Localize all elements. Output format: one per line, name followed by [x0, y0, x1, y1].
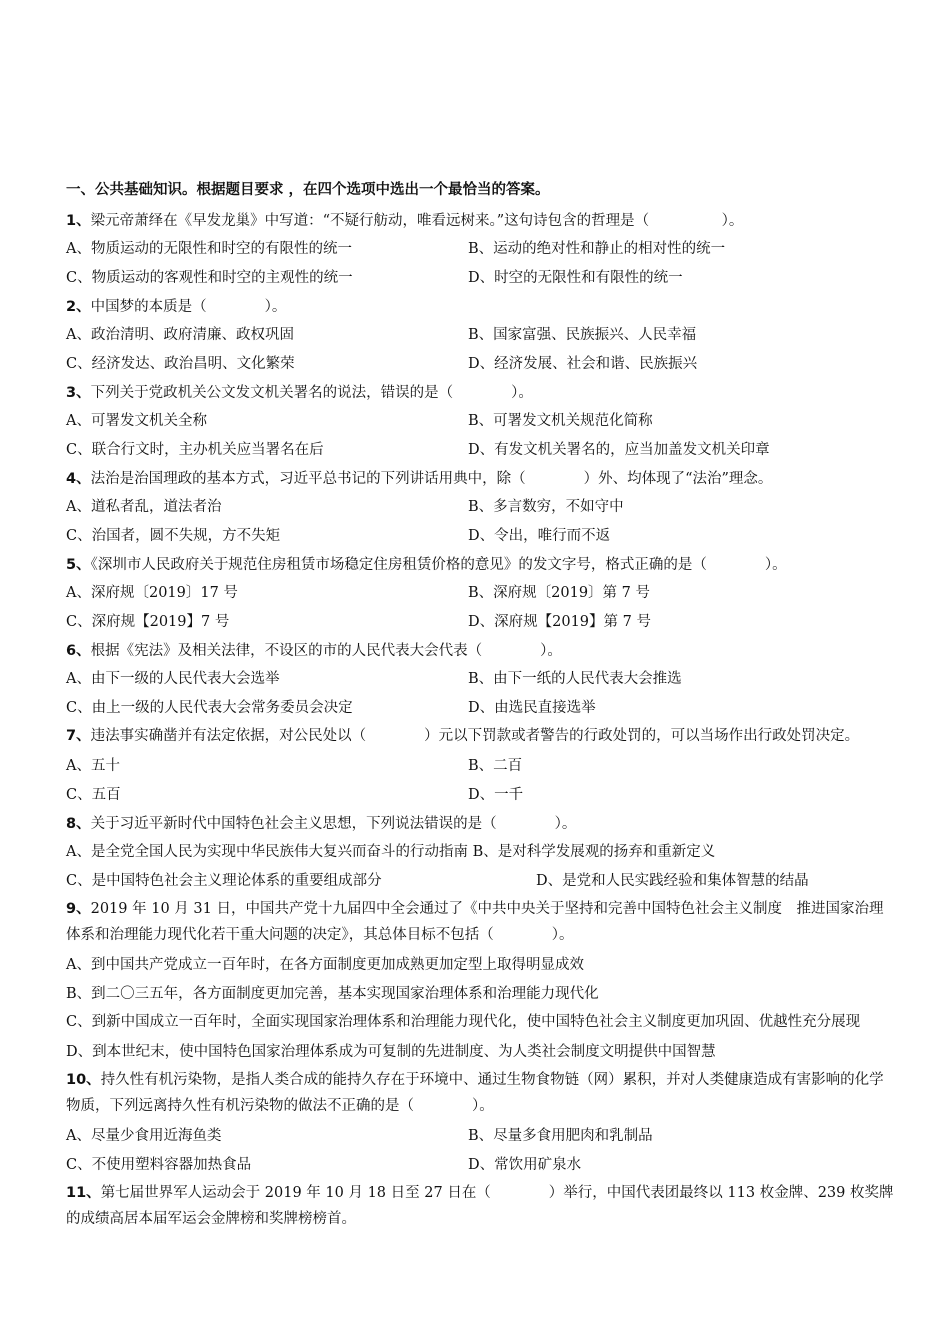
option-row — [66, 407, 896, 436]
option-b: B、国家富强、民族振兴、人民幸福 — [468, 327, 697, 343]
option-b: B、多言数穷，不如守中 — [468, 499, 624, 515]
question-text: 违法事实确凿并有法定依据，对公民处以（ ）元以下罚款或者警告的行政处罚的，可以当场作出行政处罚决定。 — [90, 728, 860, 744]
exam-page — [66, 178, 896, 1235]
option-a: A、由下一级的人民代表大会选举 — [66, 671, 280, 687]
question-text: 根据《宪法》及相关法律，不设区的市的人民代表大会代表（ ）。 — [90, 643, 562, 659]
question-3 — [66, 379, 896, 407]
option-b: B、到二〇三五年，各方面制度更加完善，基本实现国家治理体系和治理能力现代化 — [66, 986, 599, 1002]
option-a: A、政治清明、政府清廉、政权巩固 — [66, 327, 294, 343]
option-row — [66, 436, 896, 465]
option-row — [66, 579, 896, 608]
question-number: 4、 — [66, 471, 91, 487]
option-d: D、是党和人民实践经验和集体智慧的结晶 — [536, 873, 809, 889]
option-a: A、深府规〔2019〕17 号 — [66, 585, 238, 601]
option-d: D、时空的无限性和有限性的统一 — [468, 270, 683, 286]
option-row — [66, 781, 896, 810]
option-a: A、道私者乱，道法者治 — [66, 499, 222, 515]
option-d: D、常饮用矿泉水 — [468, 1157, 582, 1173]
option-row — [66, 608, 896, 637]
question-number: 7、 — [66, 728, 91, 744]
option-c: C、到新中国成立一百年时，全面实现国家治理体系和治理能力现代化，使中国特色社会主义制度更加巩固、优越性充分展现 — [66, 1014, 861, 1030]
option-b: B、可署发文机关规范化简称 — [468, 413, 653, 429]
option-b: B、深府规〔2019〕第 7 号 — [468, 585, 650, 601]
option-d: D、由选民直接选举 — [468, 700, 596, 716]
question-text: 《深圳市人民政府关于规范住房租赁市场稳定住房租赁价格的意见》的发文字号，格式正确的是（ ）。 — [90, 557, 787, 573]
option-a: A、可署发文机关全称 — [66, 413, 207, 429]
option-c: C、是中国特色社会主义理论体系的重要组成部分 — [66, 873, 382, 889]
option-c: C、治国者，圆不失规，方不失矩 — [66, 528, 281, 544]
question-10 — [66, 1067, 896, 1122]
option-d: D、一千 — [468, 787, 524, 803]
question-6 — [66, 637, 896, 665]
option-c: C、经济发达、政治昌明、文化繁荣 — [66, 356, 295, 372]
question-8 — [66, 810, 896, 838]
question-9 — [66, 896, 896, 951]
option-row — [66, 264, 896, 293]
question-number: 6、 — [66, 643, 91, 659]
option-c: C、联合行文时，主办机关应当署名在后 — [66, 442, 324, 458]
option-row — [66, 321, 896, 350]
option-d: D、到本世纪末，使中国特色国家治理体系成为可复制的先进制度、为人类社会制度文明提供中国智慧 — [66, 1044, 716, 1060]
question-number: 9、 — [66, 901, 91, 917]
option-row — [66, 694, 896, 723]
question-number: 5、 — [66, 557, 91, 573]
option-a: A、五十 — [66, 758, 120, 774]
option-c: C、不使用塑料容器加热食品 — [66, 1157, 252, 1173]
question-7 — [66, 723, 896, 752]
option-row — [66, 867, 896, 896]
question-text: 持久性有机污染物，是指人类合成的能持久存在于环境中、通过生物食物链（网）累积，并对人类健康造成有害影响的化学物质，下列远离持久性有机污染物的做法不正确的是（ ）。 — [66, 1072, 884, 1114]
option-a: A、到中国共产党成立一百年时，在各方面制度更加成熟更加定型上取得明显成效 — [66, 957, 584, 973]
question-number: 11、 — [66, 1185, 101, 1201]
section-title: 一、公共基础知识。根据题目要求 ，在四个选项中选出一个最恰当的答案。 — [66, 182, 550, 198]
option-b: B、运动的绝对性和静止的相对性的统一 — [468, 241, 726, 257]
question-text: 关于习近平新时代中国特色社会主义思想，下列说法错误的是（ ）。 — [90, 816, 577, 832]
question-text: 梁元帝萧绎在《早发龙巢》中写道：“不疑行舫动，唯看远树来。”这句诗包含的哲理是（ ）。 — [90, 213, 744, 229]
question-11 — [66, 1180, 896, 1235]
question-text: 中国梦的本质是（ ）。 — [90, 299, 287, 315]
option-d: D、深府规【2019】第 7 号 — [468, 614, 651, 630]
option-row — [66, 665, 896, 694]
option-row — [66, 752, 896, 781]
question-2 — [66, 293, 896, 321]
question-number: 10、 — [66, 1072, 101, 1088]
question-text: 2019 年 10 月 31 日，中国共产党十九届四中全会通过了《中共中央关于坚持和完善中国特色社会主义制度 推进国家治理体系和治理能力现代化若干重大问题的决定》，其总体目标不包括（ ）。 — [66, 901, 884, 943]
question-number: 8、 — [66, 816, 91, 832]
option-row — [66, 235, 896, 264]
question-text: 下列关于党政机关公文发文机关署名的说法，错误的是（ ）。 — [90, 385, 533, 401]
option-c: C、五百 — [66, 787, 121, 803]
question-number: 3、 — [66, 385, 91, 401]
option-row — [66, 1122, 896, 1151]
option-c: C、物质运动的客观性和时空的主观性的统一 — [66, 270, 353, 286]
question-text: 第七届世界军人运动会于 2019 年 10 月 18 日至 27 日在（ ）举行，中国代表团最终以 113 枚金牌、239 枚奖牌的成绩高居本届军运会金牌榜和奖牌榜榜首。 — [66, 1185, 894, 1227]
option-b: B、由下一纸的人民代表大会推选 — [468, 671, 682, 687]
option-d: D、令出，唯行而不返 — [468, 528, 611, 544]
option-a: A、尽量少食用近海鱼类 — [66, 1128, 222, 1144]
option-row — [66, 350, 896, 379]
option-row — [66, 522, 896, 551]
question-number: 1、 — [66, 213, 91, 229]
question-number: 2、 — [66, 299, 91, 315]
option-row — [66, 1151, 896, 1180]
question-text: 法治是治国理政的基本方式，习近平总书记的下列讲话用典中，除（ ）外、均体现了“法治”理念。 — [90, 471, 773, 487]
option-row — [66, 493, 896, 522]
option-c: C、深府规【2019】7 号 — [66, 614, 230, 630]
question-4 — [66, 465, 896, 493]
option-b: B、二百 — [468, 758, 523, 774]
option-d: D、有发文机关署名的，应当加盖发文机关印章 — [468, 442, 770, 458]
option-d: D、经济发展、社会和谐、民族振兴 — [468, 356, 698, 372]
option-a: A、物质运动的无限性和时空的有限性的统一 — [66, 241, 352, 257]
option-a-b: A、是全党全国人民为实现中华民族伟大复兴而奋斗的行动指南 B、是对科学发展观的扬弃和重新定义 — [66, 844, 716, 860]
option-c: C、由上一级的人民代表大会常务委员会决定 — [66, 700, 353, 716]
option-b: B、尽量多食用肥肉和乳制品 — [468, 1128, 653, 1144]
question-5 — [66, 551, 896, 579]
question-1 — [66, 207, 896, 235]
